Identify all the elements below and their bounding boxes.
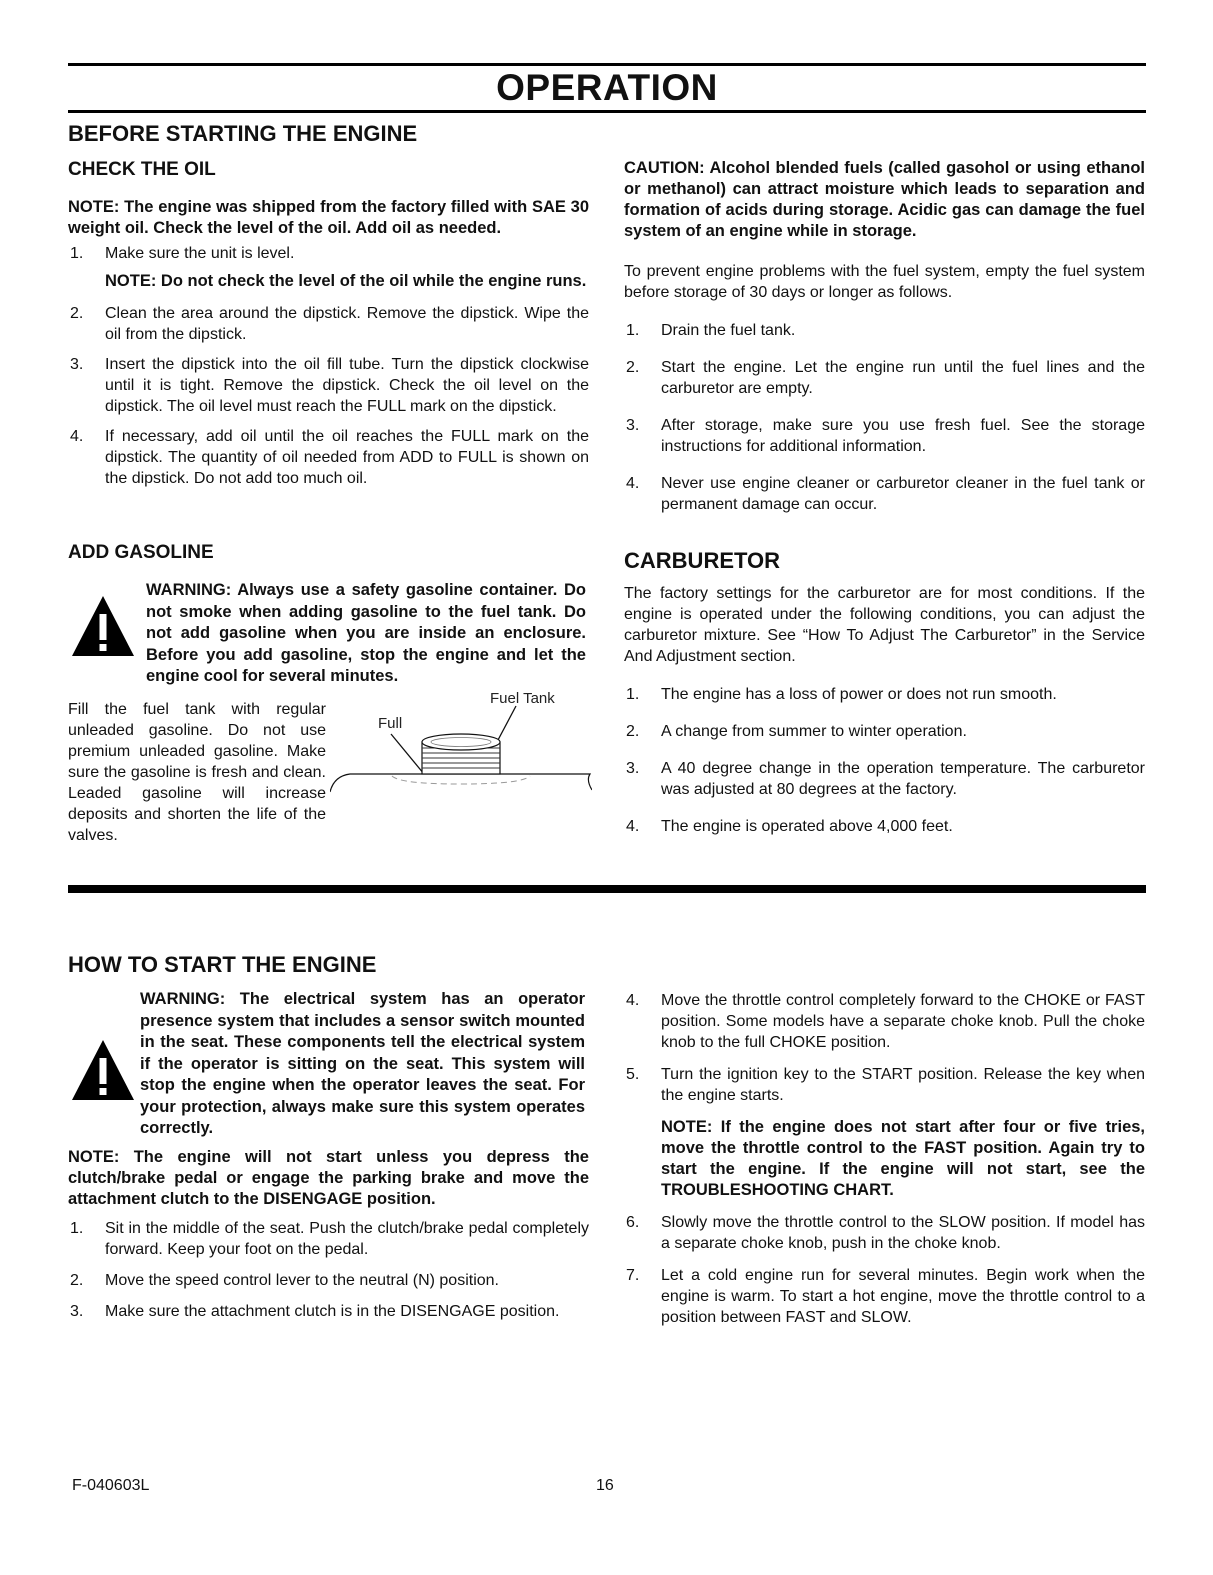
header-rule-bottom [68, 110, 1146, 113]
list-item: 4. Move the throttle control completely forward to the CHOKE or FAST position. Some models have a separate choke knob. Pull the choke knob to the full CHOKE position. [626, 992, 1145, 1051]
list-item: 4. The engine is operated above 4,000 feet. [626, 818, 953, 835]
caution-intro: To prevent engine problems with the fuel system, empty the fuel system before storage of 30 days or longer as follows. [624, 263, 1145, 301]
subheading-add-gasoline: ADD GASOLINE [68, 542, 214, 563]
warning-triangle-icon [70, 594, 136, 658]
start-steps-left [68, 1218, 589, 1322]
dipstick-run-note: NOTE: Do not check the level of the oil while the engine runs. [105, 272, 587, 290]
check-oil-note: NOTE: The engine was shipped from the factory filled with SAE 30 weight oil. Check the level of the oil. Add oil as needed. [68, 198, 589, 237]
list-item: 1. Drain the fuel tank. [626, 322, 796, 339]
section-divider [68, 885, 1146, 893]
section-heading-carburetor: CARBURETOR [624, 548, 781, 573]
subheading-check-oil: CHECK THE OIL [68, 159, 216, 180]
warning-triangle-icon [70, 1038, 136, 1102]
list-item: 6. Slowly move the throttle control to the SLOW position. If model has a separate choke knob, push in the choke knob. [626, 1214, 1145, 1252]
electrical-warning: WARNING: The electrical system has an operator presence system that includes a sensor switch mounted in the seat. These components tell the electrical system if the operator is sitting on the seat. This system will stop the engine when the operator leaves the seat. For your protection, always make sure this system operates correctly. [140, 990, 585, 1137]
fuel-tank-figure [330, 684, 592, 804]
list-item: 2. Start the engine. Let the engine run until the fuel lines and the carburetor are empty. [626, 359, 1145, 397]
list-item: 3. A 40 degree change in the operation temperature. The carburetor was adjusted at 80 degrees at the factory. [626, 760, 1145, 798]
list-item: 1. Make sure the unit is level. NOTE: Do not check the level of the oil while the engine runs. [68, 243, 589, 292]
list-item: 3. Make sure the attachment clutch is in the DISENGAGE position. [70, 1303, 560, 1320]
restart-note: NOTE: If the engine does not start after four or five tries, move the throttle control to the FAST position. Again try to start the engine. If the engine will not start, see the TROUBLESHOOTING CHART. [661, 1118, 1145, 1199]
start-left-block [68, 1147, 589, 1322]
carburetor-intro: The factory settings for the carburetor are for most conditions. If the engine is operated under the following conditions, you can adjust the carburetor mixture. See “How To Adjust The Carburetor” in the Service And Adjustment section. [624, 585, 1145, 665]
fuel-tank-label: Fuel Tank [490, 690, 555, 707]
list-item: 5. Turn the ignition key to the START position. Release the key when the engine starts. NOTE: If the engine does not start after four or five tries, move the throttle control to the FAST position. Again try to start the engine. If the engine will not start, see the TROUBLESHOOTING CHART. [626, 1066, 1145, 1199]
list-item: 4. Never use engine cleaner or carburetor cleaner in the fuel tank or permanent damage can occur. [626, 475, 1145, 513]
check-oil-block [68, 197, 589, 489]
list-item: 3. Insert the dipstick into the oil fill tube. Turn the dipstick clockwise until it is tight. Remove the dipstick. Check the oil level on the dipstick. The oil level must reach the FULL mark on the dipstick. [70, 356, 589, 415]
gasoline-body: Fill the fuel tank with regular unleaded gasoline. Do not use premium unleaded gasoline. Make sure the gasoline is fresh and clean. Leaded gasoline will increase deposits and shorten the life of the valves. [68, 701, 326, 844]
document-code: F-040603L [72, 1477, 150, 1494]
list-item: 3. After storage, make sure you use fresh fuel. See the storage instructions for additional information. [626, 417, 1145, 455]
start-right-block [624, 990, 1145, 1328]
gasoline-warning: WARNING: Always use a safety gasoline container. Do not smoke when adding gasoline to the fuel tank. Do not add gasoline when you are inside an enclosure. Before you add gasoline, stop the engine and let the engine cool for several minutes. [146, 581, 586, 685]
full-label: Full [378, 715, 403, 732]
check-oil-steps [68, 243, 589, 489]
carburetor-block [624, 583, 1145, 837]
list-item: 1. The engine has a loss of power or does not run smooth. [626, 686, 1057, 703]
list-item: 2. Move the speed control lever to the neutral (N) position. [70, 1272, 499, 1289]
start-steps-right [624, 990, 1145, 1328]
start-note: NOTE: The engine will not start unless you depress the clutch/brake pedal or engage the parking brake and move the attachment clutch to the DISENGAGE position. [68, 1148, 589, 1208]
caution-text: CAUTION: Alcohol blended fuels (called gasohol or using ethanol or methanol) can attract moisture which leads to separation and formation of acids during storage. Acidic gas can damage the fuel system of an engine while in storage. [624, 159, 1145, 240]
carburetor-steps [624, 684, 1145, 837]
list-item: 7. Let a cold engine run for several minutes. Begin work when the engine is warm. To start a hot engine, move the throttle control to a position between FAST and SLOW. [626, 1267, 1145, 1326]
list-item: 2. A change from summer to winter operation. [626, 723, 967, 740]
section-heading-how-to-start: HOW TO START THE ENGINE [68, 952, 377, 977]
list-item: 1. Sit in the middle of the seat. Push the clutch/brake pedal completely forward. Keep your foot on the pedal. [70, 1220, 589, 1258]
section-heading-before-starting: BEFORE STARTING THE ENGINE [68, 121, 418, 146]
list-item: 2. Clean the area around the dipstick. Remove the dipstick. Wipe the oil from the dipstick. [70, 305, 589, 343]
caution-steps [624, 320, 1145, 515]
page-number: 16 [596, 1477, 614, 1494]
page-title: OPERATION [496, 67, 718, 108]
list-item: 4. If necessary, add oil until the oil reaches the FULL mark on the dipstick. The quantity of oil needed from ADD to FULL is shown on the dipstick. Do not add too much oil. [70, 428, 589, 487]
caution-block [624, 158, 1145, 515]
